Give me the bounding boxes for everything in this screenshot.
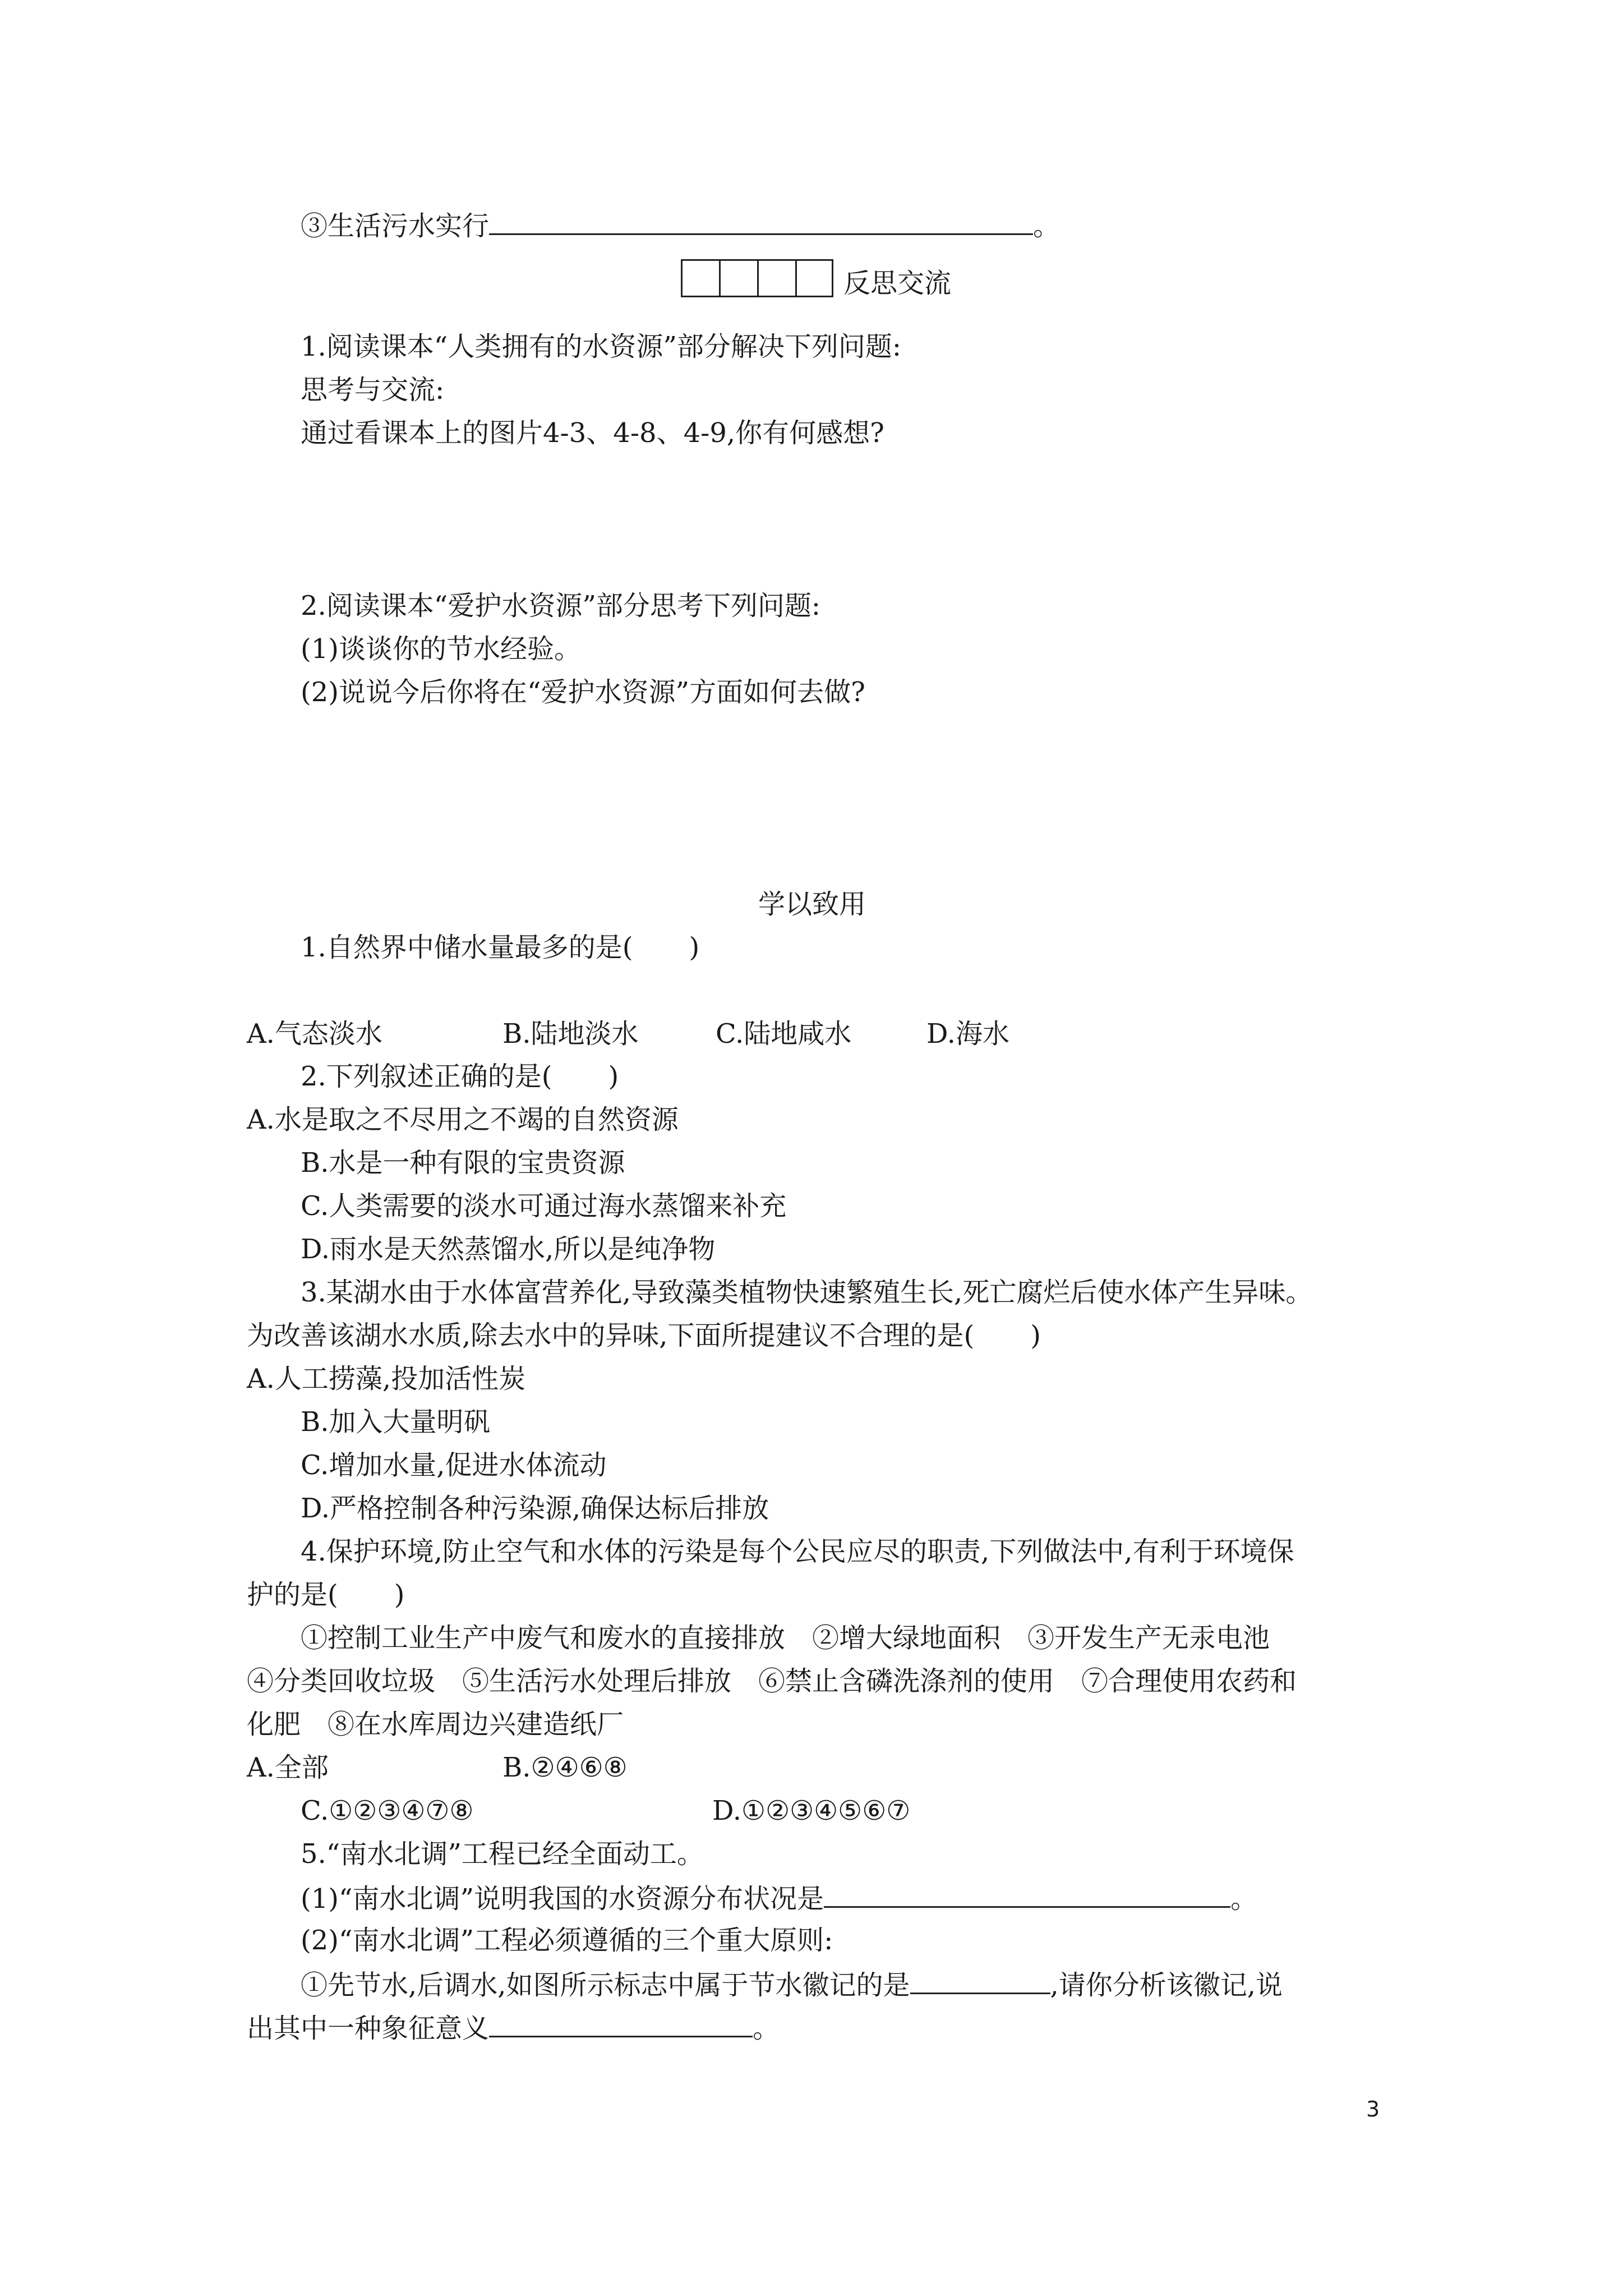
practice-q5-4: 出其中一种象征意义 。 xyxy=(247,2010,780,2045)
q2-option-b[interactable]: B.水是一种有限的宝贵资源 xyxy=(301,1147,625,1179)
q1-option-d[interactable]: D.海水 xyxy=(926,1018,1010,1050)
q1-option-a[interactable]: A.气态淡水 xyxy=(247,1018,382,1050)
reflection-q2-title: 2.阅读课本“爱护水资源”部分思考下列问题: xyxy=(301,590,821,622)
practice-q3-line1: 3.某湖水由于水体富营养化,导致藻类植物快速繁殖生长,死亡腐烂后使水体产生异味。 xyxy=(301,1277,1313,1308)
reflection-q1-text: 通过看课本上的图片4-3、4-8、4-9,你有何感想? xyxy=(301,417,884,449)
q4-option-a[interactable]: A.全部 xyxy=(247,1752,329,1783)
answer-blank[interactable] xyxy=(489,208,1033,235)
q2-option-a[interactable]: A.水是取之不尽用之不竭的自然资源 xyxy=(247,1104,679,1135)
reflection-q2-a: (1)谈谈你的节水经验。 xyxy=(301,633,581,665)
practice-q4-line2: 护的是( ) xyxy=(247,1579,405,1611)
q3-option-a[interactable]: A.人工捞藻,投加活性炭 xyxy=(247,1363,526,1395)
practice-q5: 5.“南水北调”工程已经全面动工。 xyxy=(301,1838,704,1870)
q4-option-d[interactable]: D.①②③④⑤⑥⑦ xyxy=(712,1795,911,1826)
q1-option-c[interactable]: C.陆地咸水 xyxy=(716,1018,852,1050)
q3-option-d[interactable]: D.严格控制各种污染源,确保达标后排放 xyxy=(301,1493,769,1524)
reflection-q1-title: 1.阅读课本“人类拥有的水资源”部分解决下列问题: xyxy=(301,331,902,362)
practice-q5-1: (1)“南水北调”说明我国的水资源分布状况是 。 xyxy=(301,1880,1257,1916)
practice-q1: 1.自然界中储水量最多的是( ) xyxy=(301,932,700,963)
answer-blank[interactable] xyxy=(910,1967,1050,1994)
q4-list-line3: 化肥 ⑧在水库周边兴建造纸厂 xyxy=(247,1709,624,1740)
practice-q4-line1: 4.保护环境,防止空气和水体的污染是每个公民应尽的职责,下列做法中,有利于环境保 xyxy=(301,1536,1294,1567)
q4-option-b[interactable]: B.②④⑥⑧ xyxy=(502,1752,628,1783)
practice-q3-line2: 为改善该湖水水质,除去水中的异味,下面所提建议不合理的是( ) xyxy=(247,1320,1041,1351)
practice-q2: 2.下列叙述正确的是( ) xyxy=(301,1061,619,1092)
page-number: 3 xyxy=(1366,2097,1380,2122)
q2-option-d[interactable]: D.雨水是天然蒸馏水,所以是纯净物 xyxy=(301,1234,716,1265)
q3-option-c[interactable]: C.增加水量,促进水体流动 xyxy=(301,1450,607,1481)
heading-boxes xyxy=(681,259,833,297)
answer-blank[interactable] xyxy=(489,2010,753,2037)
q3-option-b[interactable]: B.加入大量明矾 xyxy=(301,1406,491,1438)
q4-list-line2: ④分类回收垃圾 ⑤生活污水处理后排放 ⑥禁止含磷洗涤剂的使用 ⑦合理使用农药和 xyxy=(247,1665,1297,1697)
item-text: ③生活污水实行 xyxy=(301,210,490,242)
reflection-q1-sub: 思考与交流: xyxy=(301,374,445,406)
q1-option-b[interactable]: B.陆地淡水 xyxy=(502,1018,639,1050)
practice-q5-3: ①先节水,后调水,如图所示标志中属于节水徽记的是 ,请你分析该徽记,说 xyxy=(301,1967,1283,2002)
q4-list-line1: ①控制工业生产中废气和废水的直接排放 ②增大绿地面积 ③开发生产无汞电池 xyxy=(301,1622,1270,1654)
section-heading-reflection: 反思交流 xyxy=(843,268,952,299)
section-heading-practice: 学以致用 xyxy=(758,889,866,920)
item-domestic-sewage: ③生活污水实行 。 xyxy=(301,208,1060,243)
reflection-q2-b: (2)说说今后你将在“爱护水资源”方面如何去做? xyxy=(301,677,865,708)
practice-q5-2: (2)“南水北调”工程必须遵循的三个重大原则: xyxy=(301,1925,833,1956)
q4-option-c[interactable]: C.①②③④⑦⑧ xyxy=(301,1795,474,1826)
q2-option-c[interactable]: C.人类需要的淡水可通过海水蒸馏来补充 xyxy=(301,1190,787,1222)
answer-blank[interactable] xyxy=(824,1880,1230,1908)
